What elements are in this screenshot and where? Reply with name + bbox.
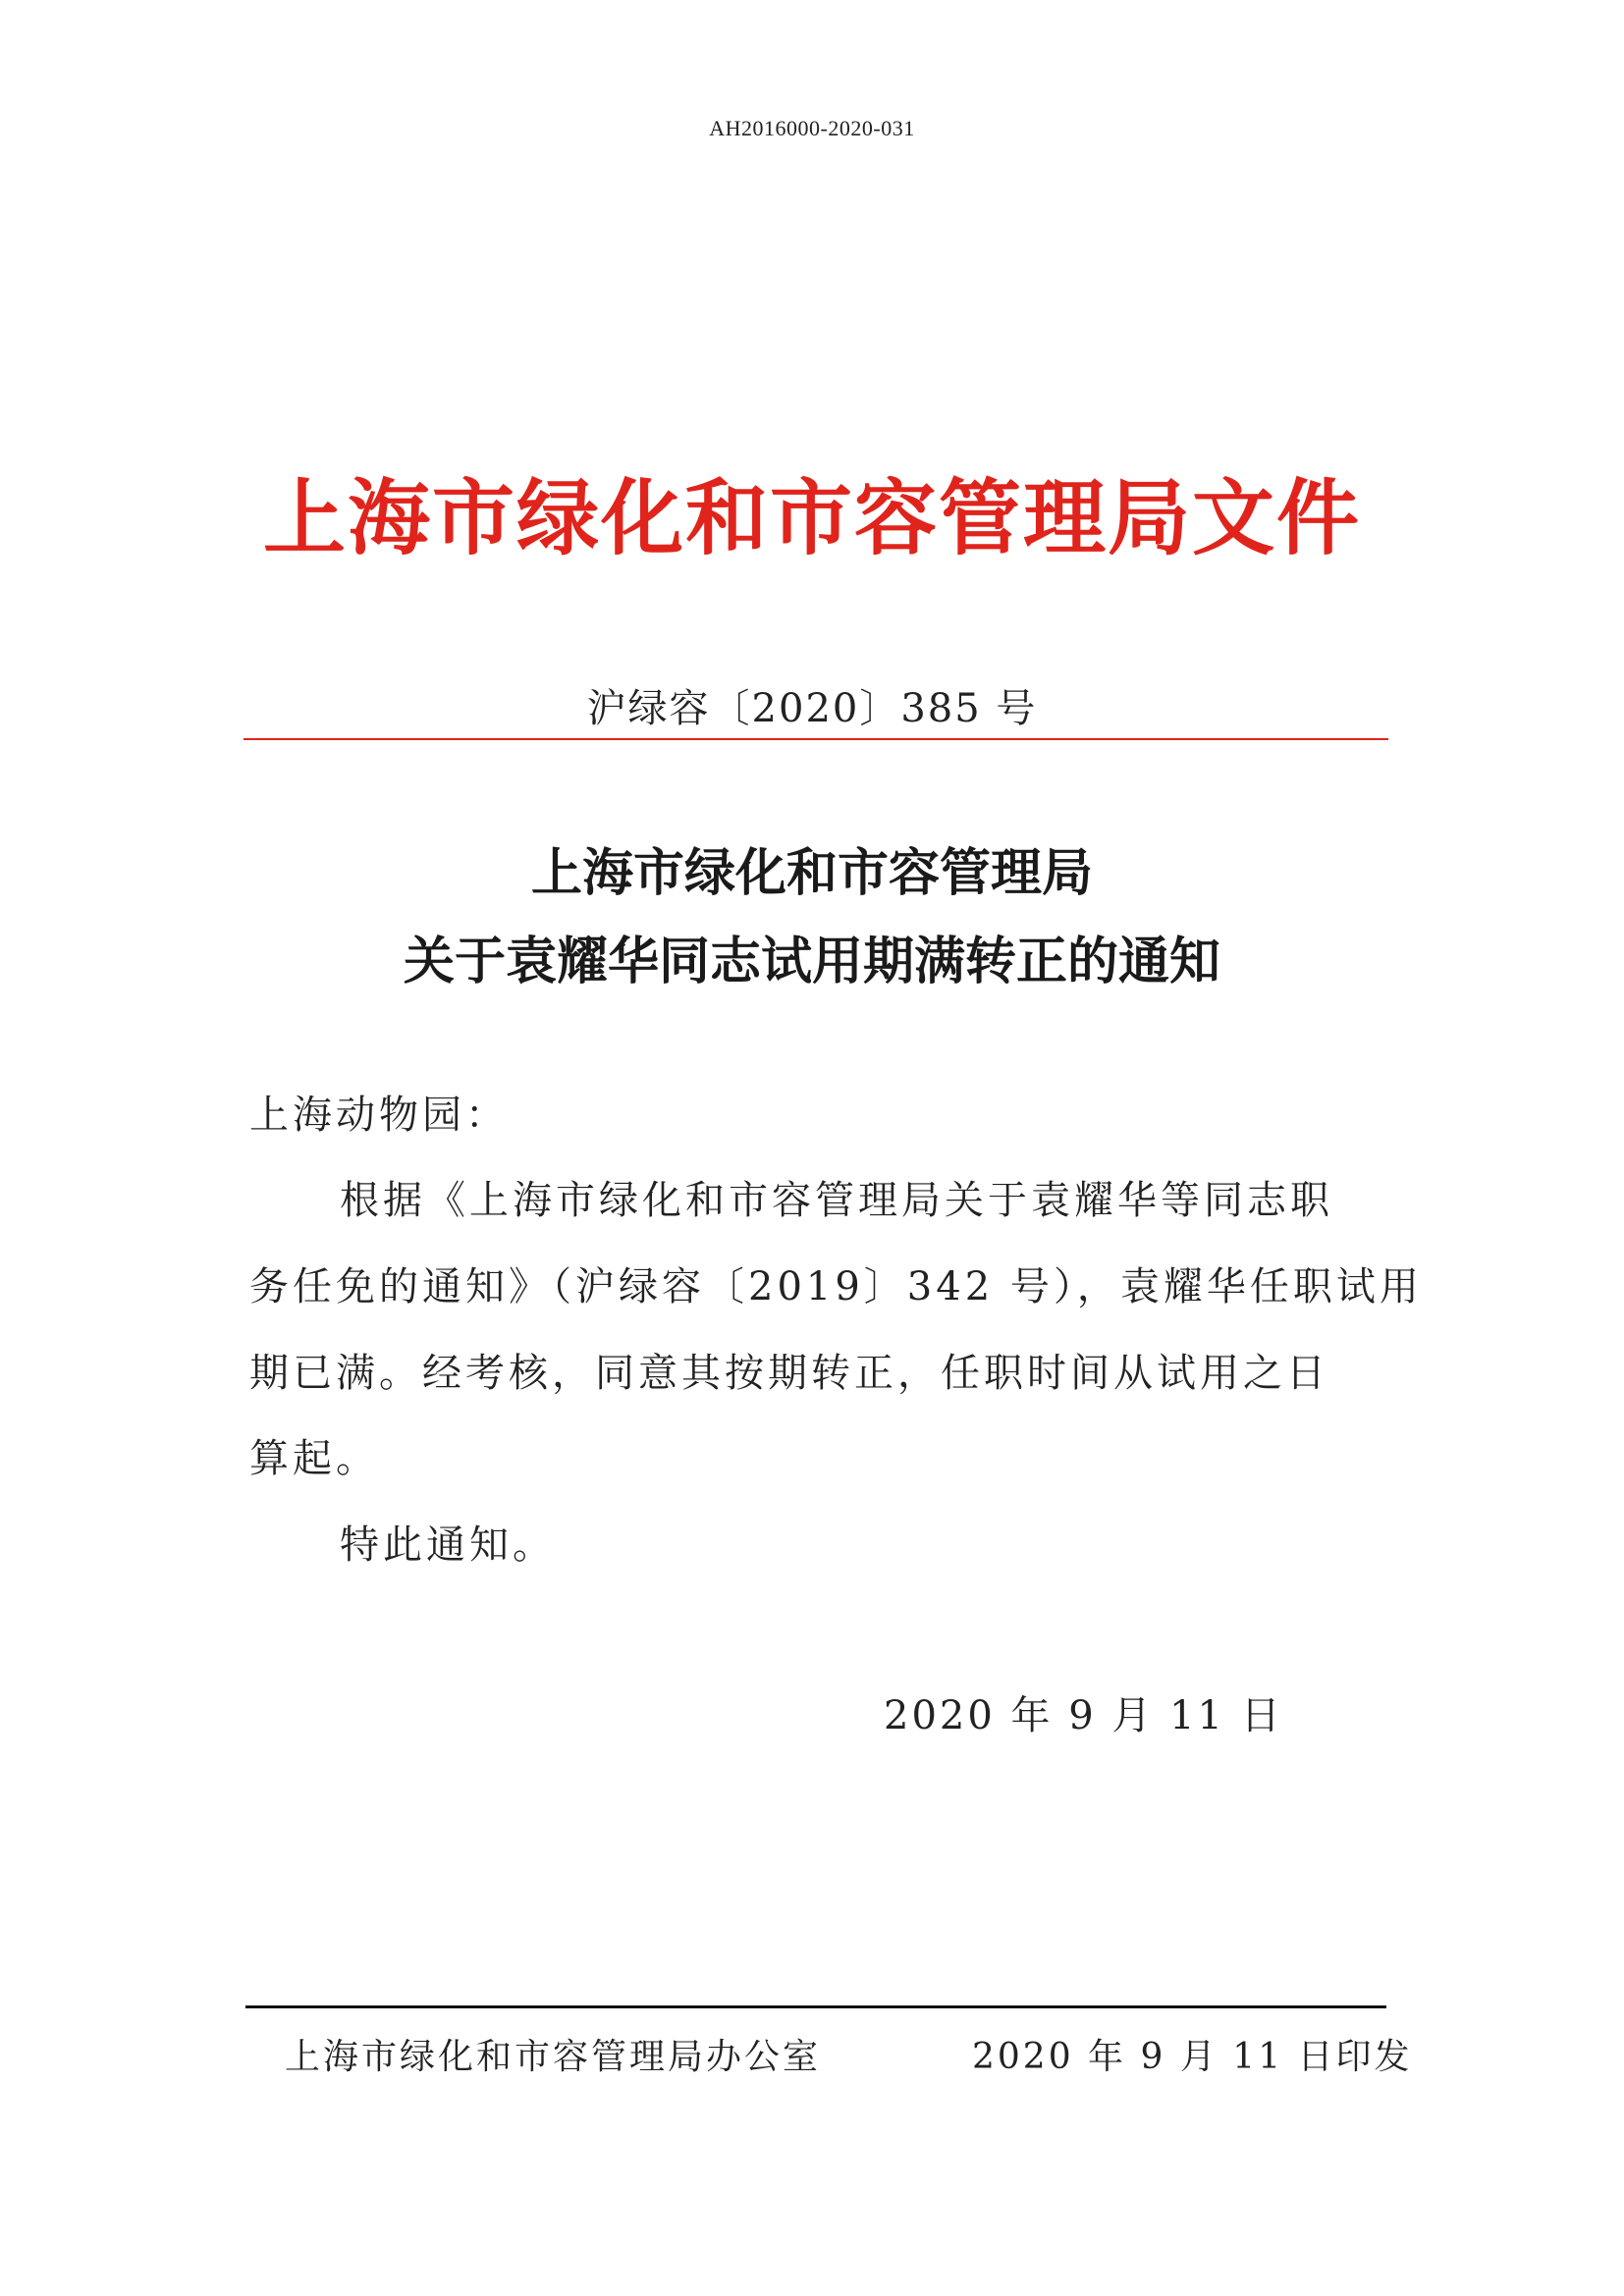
footer-divider-line: [245, 2005, 1386, 2008]
document-code: AH2016000-2020-031: [709, 116, 915, 140]
body-line: 务任免的通知》（沪绿容〔2019〕342 号），袁耀华任职试用: [249, 1264, 1423, 1309]
issuer-title: 上海市绿化和市容管理局文件: [262, 470, 1361, 566]
red-divider-line: [244, 738, 1388, 740]
notice-title-line-1: 上海市绿化和市容管理局: [530, 844, 1093, 903]
body-line: 根据《上海市绿化和市容管理局关于袁耀华等同志职: [340, 1178, 1333, 1223]
closing-line: 特此通知。: [340, 1522, 556, 1568]
salutation: 上海动物园：: [249, 1093, 509, 1138]
document-number: 沪绿容〔2020〕385 号: [586, 686, 1038, 731]
footer-print-date: 2020 年 9 月 11 日印发: [972, 2037, 1413, 2077]
notice-title-line-2: 关于袁耀华同志试用期满转正的通知: [403, 933, 1220, 991]
body-line: 期已满。经考核，同意其按期转正，任职时间从试用之日: [249, 1351, 1329, 1396]
footer-issuing-office: 上海市绿化和市容管理局办公室: [285, 2037, 822, 2077]
body-line: 算起。: [249, 1436, 379, 1481]
signature-date: 2020 年 9 月 11 日: [884, 1693, 1283, 1738]
